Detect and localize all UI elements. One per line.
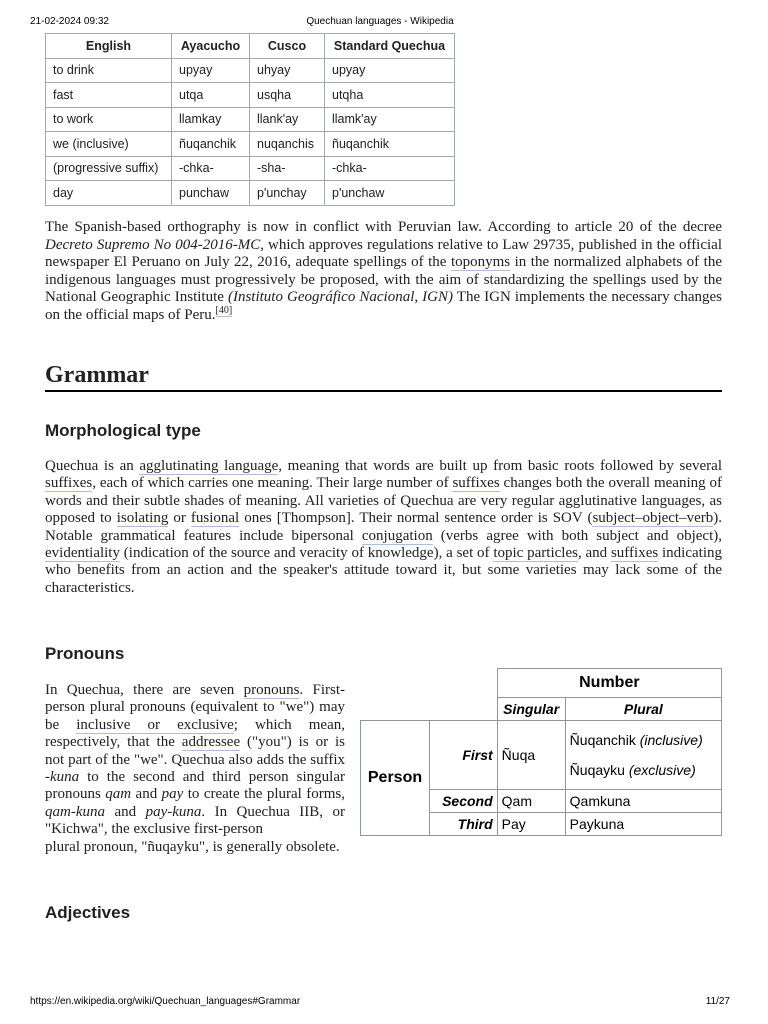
number-header: Number [497, 669, 721, 698]
text-run: plural pronoun, "ñuqayku", is generally obsolete. [45, 838, 340, 855]
table-cell: -chka- [325, 156, 455, 181]
table-cell: we (inclusive) [46, 132, 172, 157]
table-cell: fast [46, 83, 172, 108]
first-singular: Ñuqa [497, 721, 565, 790]
table-cell: uhyay [250, 58, 325, 83]
table-cell: upyay [325, 58, 455, 83]
link-agglutinating-language[interactable]: agglutinating language [139, 458, 279, 474]
table-cell: -sha- [250, 156, 325, 181]
word-qam-kuna: qam-kuna [45, 803, 105, 820]
morphology-paragraph [45, 458, 722, 597]
table-row [46, 107, 455, 132]
text-run: , each of which carries one meaning. Their large number of [92, 475, 453, 492]
link-inclusive-exclusive[interactable]: inclusive or exclusive [76, 716, 234, 733]
table-cell: p'unchay [250, 181, 325, 206]
subsection-heading-pronouns: Pronouns [45, 644, 125, 663]
text-run: ; which mean, respectively, that the [45, 716, 345, 751]
table-row [46, 83, 455, 108]
table-cell: day [46, 181, 172, 206]
table-row [46, 181, 455, 206]
pronoun-table [360, 668, 722, 836]
table-cell: (progressive suffix) [46, 156, 172, 181]
first-plural-exclusive [570, 755, 717, 785]
row-label-third: Third [430, 813, 498, 836]
row-label-first: First [430, 721, 498, 790]
text-run: ("you") is or is not part of the "we". Quechua also adds the suffix [45, 734, 345, 768]
section-heading-grammar: Grammar [45, 362, 722, 392]
pronoun-exclusive: Ñuqayku [569, 762, 625, 778]
text-run: , which approves regulations relative to Law 29735, published in the official newspaper El Peruano on July 22, 2016, adequate spellings of the [45, 236, 723, 270]
link-suffixes[interactable]: suffixes [45, 475, 93, 492]
text-run: (verbs agree with both subject and object), [432, 527, 722, 544]
text-run: to create the plural forms, [183, 786, 345, 803]
table-cell: -chka- [172, 156, 250, 181]
table-cell: to drink [46, 58, 172, 83]
table-row [46, 132, 455, 157]
inclusive-note: (inclusive) [639, 732, 703, 748]
second-plural: Qamkuna [565, 790, 721, 813]
text-run: in the normalized alphabets of the indigenous languages must progressively be proposed, with the aim of standardizing the spellings used by the National Geographic Institute [45, 254, 722, 305]
vocabulary-comparison-table [45, 33, 455, 206]
link-subject-object-verb[interactable]: subject–object–verb [592, 510, 714, 527]
third-plural: Paykuna [565, 813, 721, 836]
link-isolating[interactable]: isolating [116, 510, 169, 527]
text-run: . First-person plural pronouns (equivalent to "we") may be [45, 682, 345, 733]
text-run: to the second and third person singular pronouns [45, 769, 345, 803]
text-run: (indication of the source and veracity of knowledge), a set of [119, 545, 494, 562]
print-datetime: 21-02-2024 09:32 [30, 16, 109, 27]
table-cell: to work [46, 107, 172, 132]
table-cell: ñuqanchik [325, 132, 455, 157]
print-footer [30, 996, 730, 1010]
table-cell: punchaw [172, 181, 250, 206]
link-toponyms[interactable]: toponyms [450, 254, 511, 270]
print-page-number: 11/27 [705, 996, 730, 1007]
text-run: ). Notable grammatical features include bipersonal [45, 510, 722, 544]
column-header: Cusco [250, 34, 325, 59]
plural-header: Plural [565, 698, 721, 721]
table-cell: upyay [172, 58, 250, 83]
text-run: In Quechua, there are seven [45, 682, 244, 698]
pronouns-paragraph [45, 682, 345, 856]
table-cell: llamk'ay [325, 107, 455, 132]
singular-header: Singular [497, 698, 565, 721]
link-fusional[interactable]: fusional [190, 510, 240, 527]
subsection-heading-adjectives: Adjectives [45, 903, 131, 922]
text-run: , meaning that words are built up from basic roots followed by several [278, 458, 722, 474]
link-evidentiality[interactable]: evidentiality [45, 545, 120, 562]
row-label-second: Second [430, 790, 498, 813]
first-plural-inclusive [570, 725, 717, 755]
link-conjugation[interactable]: conjugation [361, 527, 433, 544]
word-pay-kuna: pay-kuna [145, 803, 202, 820]
print-header [30, 16, 730, 30]
link-addressee[interactable]: addressee [181, 734, 241, 751]
column-header: English [46, 34, 172, 59]
table-cell: usqha [250, 83, 325, 108]
person-header: Person [361, 721, 430, 836]
reference-link[interactable]: [40] [215, 304, 233, 316]
text-run: , and [577, 545, 611, 562]
text-run: ones [Thompson]. Their normal sentence order is SOV ( [239, 510, 593, 527]
link-pronouns[interactable]: pronouns [243, 682, 300, 698]
text-run: indicating who benefits from an action and the speaker's attitude toward it, but some varieties may lack some of the characteristics. [45, 545, 722, 596]
table-cell: nuqanchis [250, 132, 325, 157]
text-run: changes both the overall meaning of words and their subtle shades of meaning. All varieties of Quechua are very regular agglutinative languages, as opposed to [45, 475, 722, 527]
link-topic-particles[interactable]: topic particles [493, 545, 578, 562]
orthography-paragraph [45, 219, 722, 324]
column-header: Ayacucho [172, 34, 250, 59]
table-row [46, 156, 455, 181]
decree-name: Decreto Supremo No 004-2016-MC [45, 236, 261, 253]
pronoun-inclusive: Ñuqanchik [569, 732, 636, 748]
word-pay: pay [161, 786, 184, 803]
table-cell: llank'ay [250, 107, 325, 132]
text-run: Quechua is an [45, 458, 140, 474]
second-singular: Qam [497, 790, 565, 813]
word-qam: qam [105, 786, 132, 803]
table-cell: p'unchaw [325, 181, 455, 206]
link-suffixes[interactable]: suffixes [452, 475, 500, 492]
table-row [46, 58, 455, 83]
table-cell: ñuqanchik [172, 132, 250, 157]
third-singular: Pay [497, 813, 565, 836]
text-run: The Spanish-based orthography is now in conflict with Peruvian law. According to article 20 of the decree [45, 219, 722, 235]
first-plural [565, 721, 721, 790]
text-run: . In Quechua IIB, or "Kichwa", the exclusive first-person [45, 803, 345, 838]
table-header-row [46, 34, 455, 59]
suffix-kuna: -kuna [45, 769, 80, 786]
text-run: or [168, 510, 191, 527]
table-cell: llamkay [172, 107, 250, 132]
table-cell: utqha [325, 83, 455, 108]
text-run: and [105, 803, 146, 820]
print-url: https://en.wikipedia.org/wiki/Quechuan_languages#Grammar [30, 996, 301, 1007]
text-run: The IGN implements the necessary changes on the official maps of Peru. [45, 289, 722, 323]
link-suffixes[interactable]: suffixes [610, 545, 659, 562]
text-run: and [131, 786, 162, 803]
subsection-heading-morphological-type: Morphological type [45, 421, 201, 440]
ign-name: (Instituto Geográfico Nacional, IGN) [227, 289, 454, 305]
column-header: Standard Quechua [325, 34, 455, 59]
table-cell: utqa [172, 83, 250, 108]
print-title: Quechuan languages - Wikipedia [306, 16, 454, 27]
exclusive-note: (exclusive) [628, 762, 696, 778]
